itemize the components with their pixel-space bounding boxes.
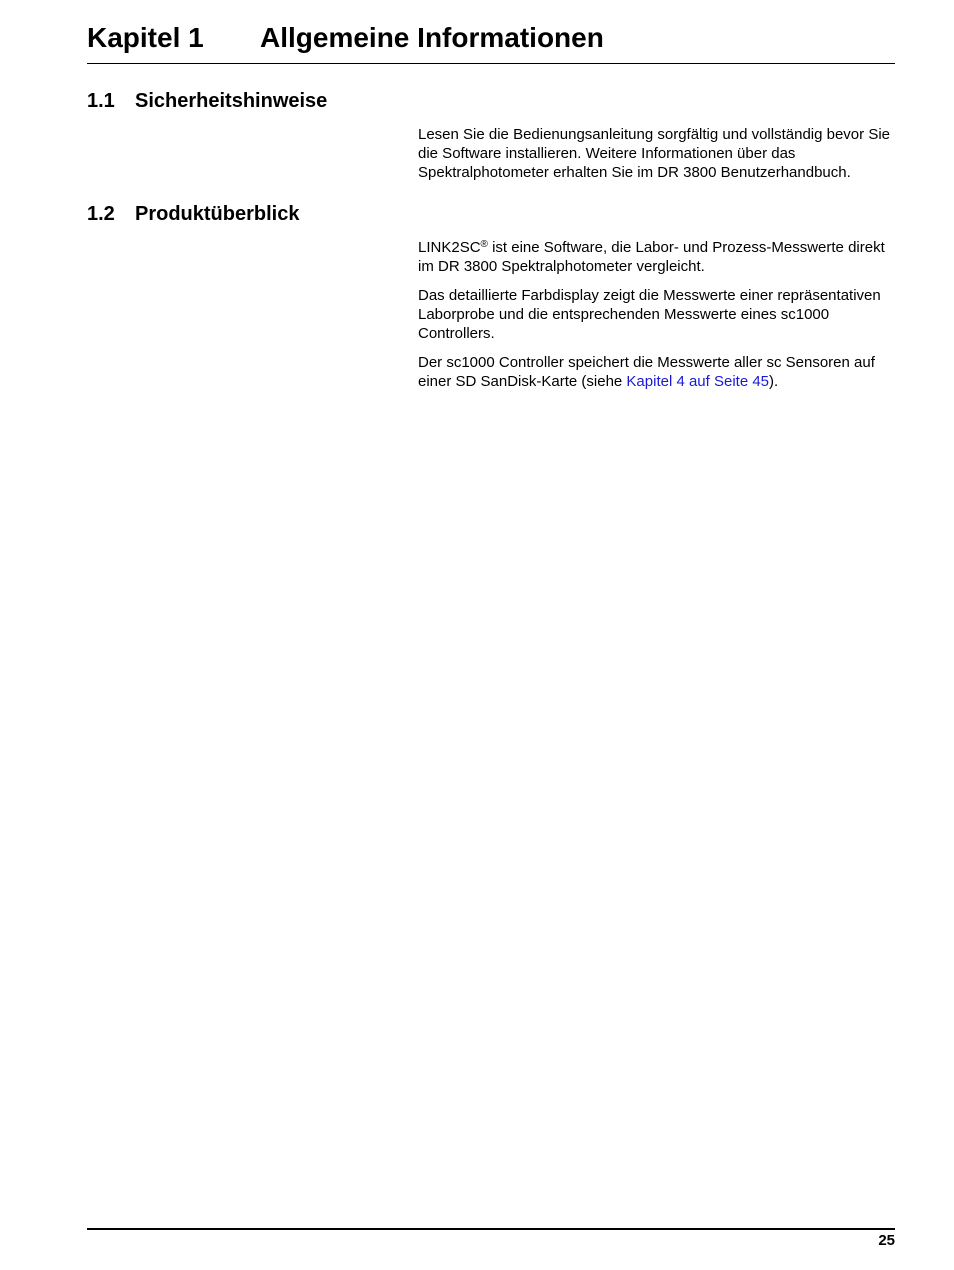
registered-mark: ®: [480, 239, 488, 250]
section-body-overview: [418, 238, 898, 401]
paragraph: Lesen Sie die Bedienungsanleitung sorgfältig und vollständig bevor Sie die Software installieren. Weitere Informationen über das Spektralphotometer erhalten Sie im DR 3800 Benutzerhandbuch.: [418, 126, 890, 181]
chapter-4-link[interactable]: Kapitel 4 auf Seite 45: [626, 373, 770, 390]
paragraph-text: ist eine Software, die Labor- und Prozess-Messwerte direkt im DR 3800 Spektralphotometer vergleicht.: [418, 239, 885, 275]
paragraph: [418, 353, 898, 391]
section-number: 1.1: [87, 90, 115, 112]
chapter-header: [87, 20, 895, 64]
section-title: Produktüberblick: [135, 203, 300, 225]
paragraph-text: ).: [769, 373, 779, 390]
chapter-number: Kapitel 1: [87, 22, 204, 53]
paragraph-text: Der sc1000 Controller speichert die Messwerte aller sc Sensoren auf einer SD SanDisk-Karte (siehe: [418, 354, 875, 390]
paragraph: Das detaillierte Farbdisplay zeigt die Messwerte einer repräsentativen Laborprobe und die entsprechenden Messwerte eines sc1000 Controllers.: [418, 287, 881, 342]
section-body-safety: [418, 125, 898, 192]
footer-rule: [87, 1228, 895, 1230]
section-title: Sicherheitshinweise: [135, 90, 328, 112]
section-heading-overview: [87, 201, 299, 227]
section-number: 1.2: [87, 203, 115, 225]
page-number: 25: [878, 1232, 895, 1249]
brand-name: LINK2SC: [418, 239, 481, 256]
section-heading-safety: [87, 88, 327, 114]
chapter-title: Allgemeine Informationen: [260, 22, 604, 53]
paragraph: [418, 238, 898, 276]
